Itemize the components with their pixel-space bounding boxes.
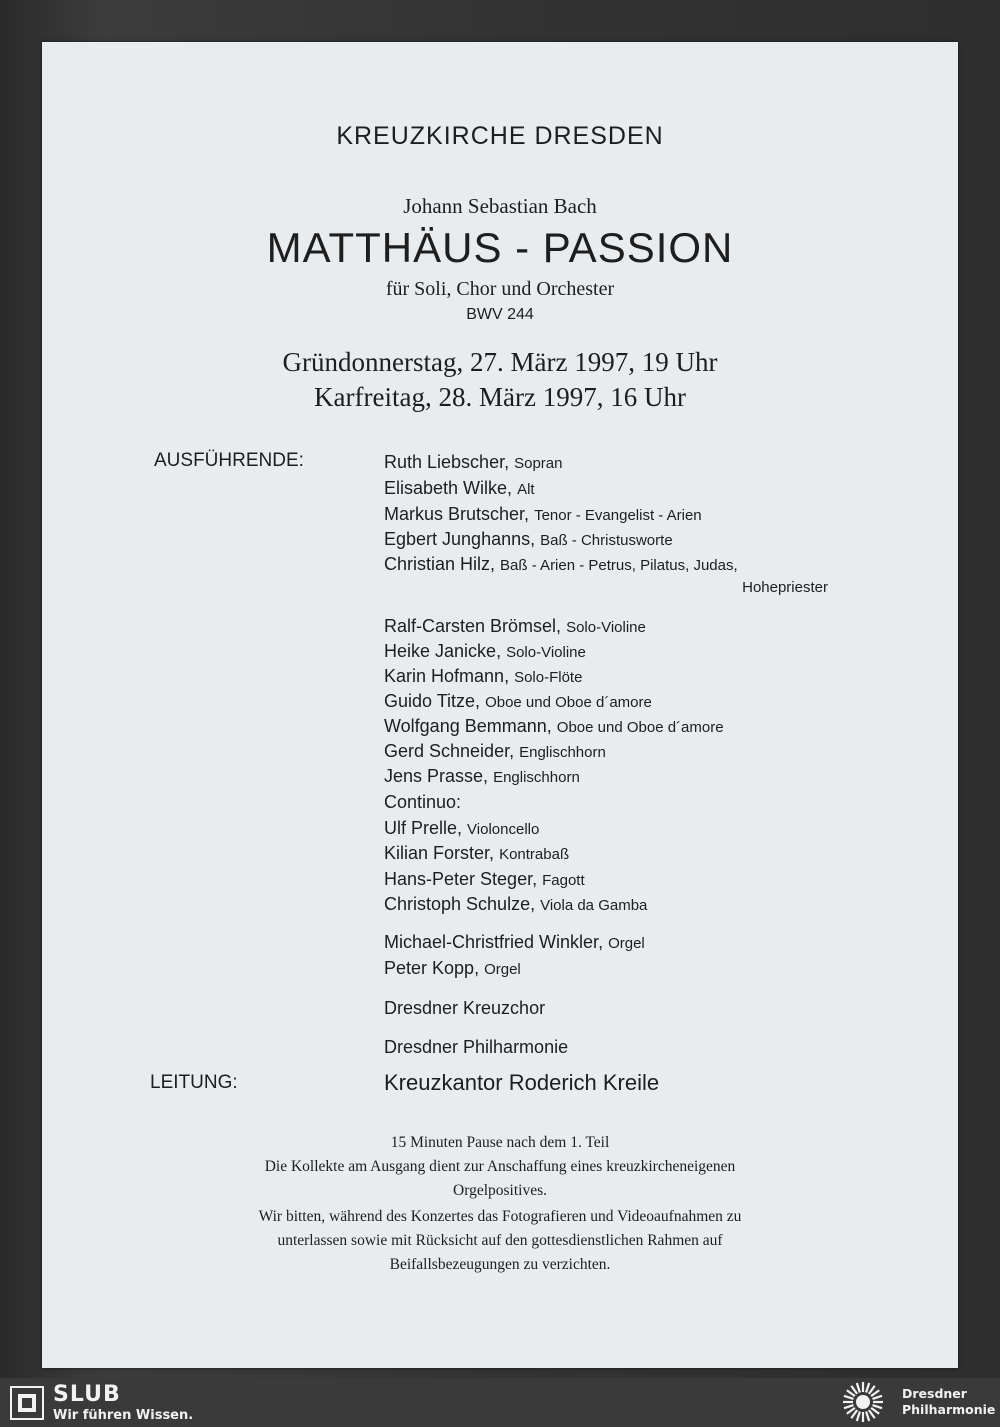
performer-separator: , — [530, 529, 541, 549]
performer-name: Ulf Prelle — [384, 818, 458, 838]
performer-role: Englischhorn — [519, 744, 606, 761]
performer-separator: , — [524, 504, 535, 524]
performer-separator: , — [496, 641, 507, 661]
performer-name: Elisabeth Wilke — [384, 478, 508, 498]
performer-name: Karin Hofmann — [384, 666, 505, 686]
performer-row — [384, 741, 606, 762]
performer-role: Oboe und Oboe d´amore — [556, 719, 724, 736]
performer-role: Kontrabaß — [499, 846, 570, 863]
performer-separator: , — [504, 452, 515, 472]
performer-separator: , — [530, 894, 541, 914]
program-page — [42, 42, 958, 1368]
performer-name: Ruth Liebscher — [384, 452, 505, 472]
performer-separator: , — [509, 741, 520, 761]
performer-row — [384, 766, 580, 787]
library-name: SLUB — [53, 1382, 121, 1407]
performer-name: Hans-Peter Steger — [384, 869, 533, 889]
performer-name: Gerd Schneider — [384, 741, 510, 761]
performer-row — [384, 843, 569, 864]
performer-name: Heike Janicke — [384, 641, 497, 661]
leitung-label: LEITUNG: — [150, 1072, 238, 1093]
performer-name: Egbert Junghanns — [384, 529, 531, 549]
performer-separator: , — [475, 691, 486, 711]
work-title: MATTHÄUS - PASSION — [266, 224, 734, 271]
performance-date-2: Karfreitag, 28. März 1997, 16 Uhr — [314, 382, 686, 412]
performer-name: Peter Kopp — [384, 958, 475, 978]
performer-name: Guido Titze — [384, 691, 476, 711]
performer-role: Solo-Violine — [566, 619, 646, 636]
performer-name: Dresdner Kreuzchor — [384, 998, 546, 1018]
performer-separator: , — [532, 869, 543, 889]
sunburst-ray — [873, 1396, 883, 1399]
sunburst-ray — [847, 1390, 855, 1396]
performer-row — [384, 792, 461, 813]
performer-row — [384, 958, 521, 979]
performer-separator: , — [507, 478, 518, 498]
performer-name: Kilian Forster — [384, 843, 490, 863]
intermission-note: 15 Minuten Pause nach dem 1. Teil — [390, 1134, 610, 1151]
scoring-line: für Soli, Chor und Orchester — [385, 278, 615, 300]
performer-row — [384, 478, 535, 499]
performer-separator: , — [483, 766, 494, 786]
orchestra-name-line-1: Dresdner — [902, 1386, 967, 1401]
performer-separator: , — [457, 818, 468, 838]
sunburst-ray — [871, 1408, 879, 1414]
performer-role: Baß - Christusworte — [540, 532, 673, 549]
performer-separator: , — [489, 843, 500, 863]
performer-name: Michael-Christfried Winkler — [384, 932, 599, 952]
composer-name: Johann Sebastian Bach — [403, 194, 597, 218]
sunburst-ray — [851, 1386, 857, 1394]
performer-separator: , — [474, 958, 485, 978]
request-note-line-1: Wir bitten, während des Konzertes das Fotografieren und Videoaufnahmen zu — [258, 1208, 742, 1225]
performer-name: Christoph Schulze — [384, 894, 531, 914]
sunburst-ray — [857, 1383, 860, 1393]
slub-logo-icon — [10, 1386, 44, 1420]
sunburst-ray — [844, 1405, 854, 1408]
sunburst-ray — [869, 1386, 875, 1394]
sunburst-logo-icon — [842, 1381, 884, 1423]
performer-row — [384, 554, 738, 575]
orchestra-name-line-2: Philharmonie — [902, 1402, 996, 1417]
sunburst-ray — [871, 1390, 879, 1396]
performer-row — [384, 504, 702, 525]
performer-row — [384, 869, 585, 890]
performer-row — [384, 818, 539, 839]
sunburst-ray — [869, 1410, 875, 1418]
performer-row — [384, 894, 647, 915]
performer-role: Solo-Violine — [506, 644, 586, 661]
sunburst-ray — [847, 1408, 855, 1414]
performer-name: Dresdner Philharmonie — [384, 1037, 569, 1057]
venue-title: KREUZKIRCHE DRESDEN — [336, 122, 664, 150]
performer-role-continued: Hohepriester — [742, 579, 828, 596]
performer-name: Christian Hilz — [384, 554, 491, 574]
performer-name: Jens Prasse — [384, 766, 484, 786]
performer-separator: , — [504, 666, 515, 686]
conductor-name: Kreuzkantor Roderich Kreile — [384, 1070, 660, 1095]
performer-separator: , — [598, 932, 609, 952]
sunburst-ray — [873, 1405, 883, 1408]
performer-role: Fagott — [542, 872, 585, 889]
footer-bar — [0, 1378, 1000, 1427]
performer-row — [384, 641, 586, 662]
performer-row — [384, 691, 652, 712]
performer-separator: , — [546, 716, 557, 736]
performer-role: Tenor - Evangelist - Arien — [534, 507, 702, 524]
performer-role: Baß - Arien - Petrus, Pilatus, Judas, — [500, 557, 738, 574]
performer-row — [384, 529, 673, 550]
request-note-line-3: Beifallsbezeugungen zu verzichten. — [389, 1256, 611, 1273]
performer-row — [384, 452, 562, 473]
performer-role: Orgel — [608, 935, 645, 952]
performer-row — [384, 998, 545, 1019]
performer-row — [384, 666, 582, 687]
performer-role: Alt — [517, 481, 535, 498]
performer-name: Ralf-Carsten Brömsel — [384, 616, 557, 636]
performer-role: Englischhorn — [493, 769, 580, 786]
performer-row — [384, 616, 646, 637]
sunburst-ray — [866, 1383, 869, 1393]
collection-note-line-1: Die Kollekte am Ausgang dient zur Anschaffung eines kreuzkircheneigenen — [264, 1158, 736, 1175]
performer-role: Solo-Flöte — [514, 669, 583, 686]
performers-label: AUSFÜHRENDE: — [154, 450, 304, 471]
sunburst-ray — [844, 1396, 854, 1399]
performer-role: Violoncello — [467, 821, 540, 838]
sunburst-ray — [866, 1412, 869, 1422]
sunburst-ray — [851, 1410, 857, 1418]
request-note-line-2: unterlassen sowie mit Rücksicht auf den gottesdienstlichen Rahmen auf — [277, 1232, 723, 1249]
performer-role: Sopran — [514, 455, 563, 472]
performance-date-1: Gründonnerstag, 27. März 1997, 19 Uhr — [282, 347, 718, 377]
performer-name: Wolfgang Bemmann — [384, 716, 547, 736]
performer-name: Markus Brutscher — [384, 504, 525, 524]
library-tagline: Wir führen Wissen. — [53, 1408, 194, 1423]
performer-row — [384, 932, 645, 953]
collection-note-line-2: Orgelpositives. — [453, 1182, 547, 1199]
performer-role: Viola da Gamba — [540, 897, 648, 914]
performer-separator: , — [556, 616, 567, 636]
performer-separator: , — [490, 554, 501, 574]
performer-row — [384, 1037, 568, 1058]
sunburst-ray — [857, 1412, 860, 1422]
performer-name: Continuo: — [384, 792, 462, 812]
performer-role: Oboe und Oboe d´amore — [485, 694, 652, 711]
performer-row — [384, 716, 724, 737]
catalog-number: BWV 244 — [466, 306, 534, 323]
performer-role: Orgel — [484, 961, 521, 978]
